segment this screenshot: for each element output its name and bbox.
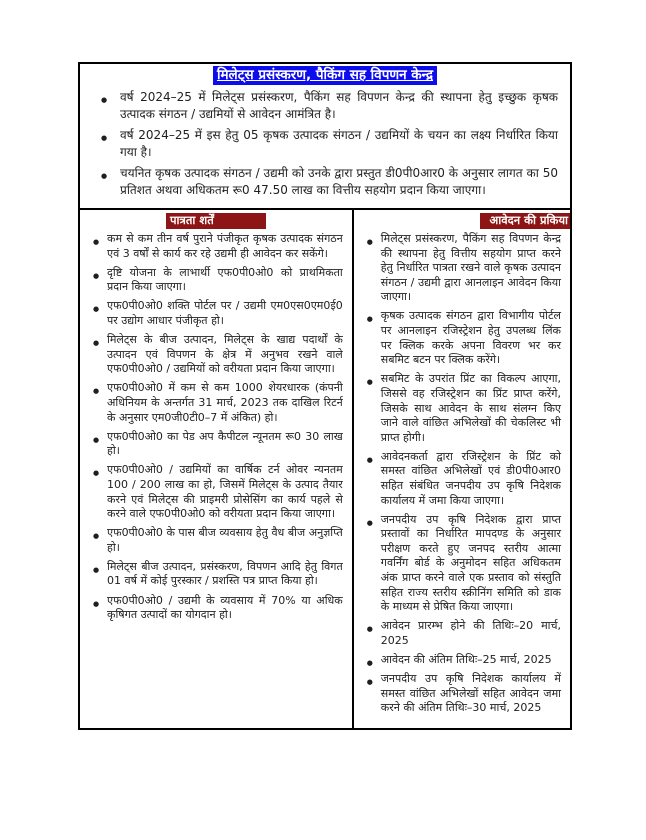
procedure-bullet-item: ● जनपदीय उप कृषि निदेशक कार्यालय में समस्त वांछित अभिलेखों सहित आवेदन जमा करने की अंतिम तिथिः–30 मार्च, 2025 xyxy=(364,672,561,716)
procedure-bullet-item: ● जनपदीय उप कृषि निदेशक द्वारा प्राप्त प्रस्तावों का निर्धारित मापदण्ड के अनुसार परीक्षण करते हुए जनपद स्तरीय आत्मा गवर्निंग बोर्ड के अनुमोदन सहित अधिकतम अंक प्राप्त करने वाले एक प्रस्ताव को संस्तुति सहित राज्य स्तरीय स्क्रीनिंग समिति को डाक के माध्यम से प्रेषित किया जाएगा। xyxy=(364,513,561,615)
eligibility-bullet-item: ● मिलेट्स बीज उत्पादन, प्रसंस्करण, विपणन आदि हेतु विगत 01 वर्ष में कोई पुरस्कार / प्रशस्ति पत्र प्राप्त किया हो। xyxy=(90,560,343,589)
procedure-header-row xyxy=(354,211,570,228)
procedure-bullet-list xyxy=(354,228,570,728)
eligibility-bullet-item: ● एफ0पी0ओ0 के पास बीज व्यवसाय हेतु वैध बीज अनुज्ञप्ति हो। xyxy=(90,526,343,555)
procedure-bullet-item: ● आवेदन की अंतिम तिथिः–25 मार्च, 2025 xyxy=(364,653,561,668)
procedure-bullet-item: ● सबमिट के उपरांत प्रिंट का विकल्प आएगा, जिससे वह रजिस्ट्रेशन का प्रिंट प्राप्त करेंगे, जिसके साथ आवेदन के साथ संलग्न किए जाने वाले वांछित अभिलेखों की चेकलिस्ट भी प्राप्त होगी। xyxy=(364,372,561,445)
eligibility-bullet-item: ● एफ0पी0ओ0 / उद्यमी के व्यवसाय में 70% या अधिक कृषिगत उत्पादों का योगदान हो। xyxy=(90,594,343,623)
eligibility-bullet-item: ● एफ0पी0ओ0 / उद्यमियों का वार्षिक टर्न ओवर न्यनतम 100 / 200 लाख का हो, जिसमें मिलेट्स के उत्पाद तैयार करने एवं मिलेट्स की प्राइमरी प्रोसेसिंग का कार्य पहले से करने वाले एफ0पी0ओ0 को वरीयता प्रदान किया जाएगा। xyxy=(90,463,343,521)
eligibility-column xyxy=(80,210,352,728)
intro-bullet-item: ● वर्ष 2024–25 में इस हेतु 05 कृषक उत्पादक संगठन / उद्यमियों के चयन का लक्ष्य निर्धारित किया गया है। xyxy=(98,127,558,160)
eligibility-bullet-item: ● एफ0पी0ओ0 शक्ति पोर्टल पर / उद्यमी एम0एस0एम0ई0 पर उद्योग आधार पंजीकृत हो। xyxy=(90,299,343,328)
procedure-bullet-item: ● मिलेट्स प्रसंस्करण, पैकिंग सह विपणन केन्द्र की स्थापना हेतु वित्तीय सहयोग प्राप्त करने हेतु निर्धारित पात्रता रखने वाले कृषक उत्पादन संगठन / उद्यमी द्वारा आनलाइन आवेदन किया जाएगा। xyxy=(364,232,561,305)
eligibility-header-row xyxy=(80,211,352,228)
intro-bullet-item: ● चयनित कृषक उत्पादक संगठन / उद्यमी को उनके द्वारा प्रस्तुत डी0पी0आर0 के अनुसार लागत का 50 प्रतिशत अथवा अधिकतम रू0 47.50 लाख का वित्तीय सहयोग प्रदान किया जाएगा। xyxy=(98,165,558,198)
procedure-bullet-item: ● आवेदन प्रारम्भ होने की तिथिः–20 मार्च, 2025 xyxy=(364,619,561,648)
eligibility-bullet-item: ● दृष्टि योजना के लाभार्थी एफ0पी0ओ0 को प्राथमिकता प्रदान किया जाएगा। xyxy=(90,266,343,295)
eligibility-bullet-item: ● कम से कम तीन वर्ष पुराने पंजीकृत कृषक उत्पादक संगठन एवं 3 वर्षों से कार्य कर रहे उद्यमी ही आवेदन कर सकेंगे। xyxy=(90,232,343,261)
eligibility-bullet-item: ● एफ0पी0ओ0 का पेड अप कैपीटल न्यूनतम रू0 30 लाख हो। xyxy=(90,430,343,459)
intro-bullet-item: ● वर्ष 2024–25 में मिलेट्स प्रसंस्करण, पैकिंग सह विपणन केन्द्र की स्थापना हेतु इच्छुक कृषक उत्पादक संगठन / उद्यमियों से आवेदन आमंत्रित है। xyxy=(98,89,558,122)
procedure-column xyxy=(352,210,570,728)
eligibility-bullet-item: ● एफ0पी0ओ0 में कम से कम 1000 शेयरधारक (कंपनी अधिनियम के अन्तर्गत 31 मार्च, 2023 तक दाखिल रिटर्न के अनुसार एम0जी0टी0–7 में अंकित) हो। xyxy=(90,381,343,425)
eligibility-bullet-item: ● मिलेट्स के बीज उत्पादन, मिलेट्स के खाद्य पदार्थों के उत्पादन एवं विपणन के क्षेत्र में अनुभव रखने वाले एफ0पी0ओ0 / उद्यमियों को वरीयता प्रदान किया जाएगा। xyxy=(90,333,343,377)
two-column-section xyxy=(80,208,570,728)
procedure-bullet-item: ● कृषक उत्पादक संगठन द्वारा विभागीय पोर्टल पर आनलाइन रजिस्ट्रेशन हेतु उपलब्ध लिंक पर क्लिक करके अपना विवरण भर कर सबमिट बटन पर क्लिक करेंगे। xyxy=(364,309,561,367)
page-title: मिलेट्स प्रसंस्करण, पैकिंग सह विपणन केन्द्र xyxy=(213,66,437,85)
notice-table xyxy=(78,62,572,730)
eligibility-section-title: पात्रता शर्तें xyxy=(166,213,266,229)
title-row xyxy=(80,64,570,85)
intro-bullet-list xyxy=(80,85,570,208)
procedure-bullet-item: ● आवेदनकर्ता द्वारा रजिस्ट्रेशन के प्रिंट को समस्त वांछित अभिलेखों एवं डी0पी0आर0 सहित संबंधित जनपदीय उप कृषि निदेशक कार्यालय में जमा किया जाएगा। xyxy=(364,450,561,508)
procedure-section-title: आवेदन की प्रकिया xyxy=(480,213,570,229)
eligibility-bullet-list xyxy=(80,228,352,635)
